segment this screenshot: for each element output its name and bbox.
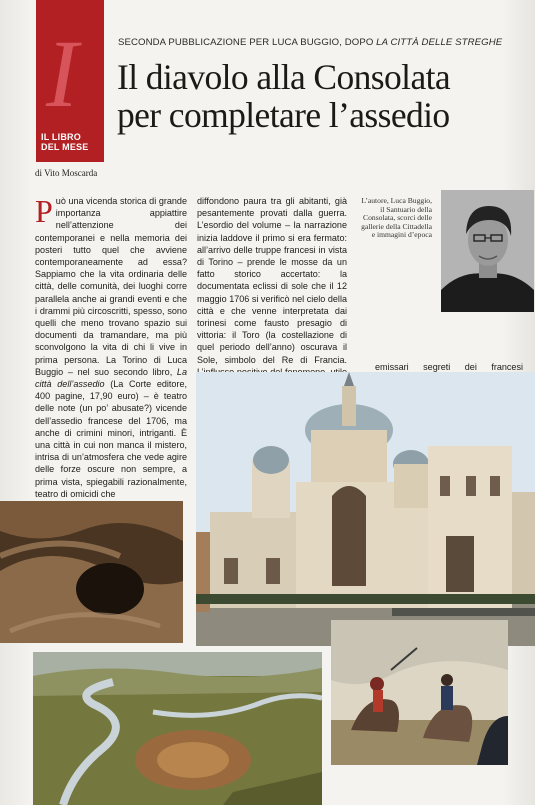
headline-line-2: per completare l’assedio xyxy=(117,95,450,135)
rubric-line-1: IL LIBRO xyxy=(41,132,81,142)
headline xyxy=(117,58,450,134)
author-portrait-photo xyxy=(441,190,534,312)
kicker-book-title: LA CITTÀ DELLE STREGHE xyxy=(376,37,503,48)
kicker-text: SECONDA PUBBLICAZIONE PER LUCA BUGGIO, DOPO xyxy=(118,37,374,48)
article-column-1 xyxy=(35,195,187,500)
column1-text-continued: (La Corte editore, 400 pagine, 17,90 euro) – è teatro delle note (un po’ abusate?) vicende dell’assedio francese del 1706, ma anche di crimini minori, intriganti. È una città in cui non manca il mistero, intrisa di un’atmosfera che vede agire delle forze oscure non sempre, a prima vista, spiegabili razionalmente, teatro di omicidi che xyxy=(35,379,187,499)
kicker xyxy=(118,37,518,48)
rubric-initial: I xyxy=(46,20,78,127)
battle-painting xyxy=(331,620,508,765)
rubric-label xyxy=(41,132,88,152)
column2-text: diffondono paura tra gli abitanti, già pesantemente provati dalla guerra. L’esordio del volume – la narrazione inizia laddove il primo si era fermato: all’arrivo delle truppe francesi in vista di Torino – prende le mosse da un fatto storico accertato: la documentata eclissi di sole che il 12 maggio 1706 si verificò nel cielo della città e che venne interpretata dai torinesi come fausto presagio di vittoria: il Toro (la costellazione di quel periodo dell’anno) oscurava il Sole, simbolo del Re di Francia. xyxy=(197,196,347,365)
headline-line-1: Il diavolo alla Consolata xyxy=(117,57,451,97)
citadel-tunnel-photo xyxy=(0,501,183,643)
byline: di Vito Moscarda xyxy=(35,168,98,178)
consolata-sanctuary-photo xyxy=(196,372,535,646)
book-title: La città dell’assedio xyxy=(35,366,187,390)
rubric-block xyxy=(36,0,104,162)
rubric-line-2: DEL MESE xyxy=(41,142,89,152)
historic-siege-map xyxy=(33,652,322,805)
column1-text: uò una vicenda storica di grande importanza appiattire nell’attenzione dei contemporanei e nella memoria dei posteri tutto quel che avviene contemporaneamente ad essa? Sappiamo che la vita ordinaria delle città, delle comunità, dei luoghi corre parallela anche ai grandi eventi e che i drammi più circoscritti, spesso, sono quelli che meno trovano spazio sui documenti da tramandare, ma più sconvolgono la vita di chi li vive in prima persona. La Torino di Luca Buggio – nel suo secondo libro, xyxy=(35,196,187,377)
photo-caption: L’autore, Luca Buggio, il Santuario della Consolata, scorci delle gallerie della Cittadella e immagini d’epoca xyxy=(361,196,432,240)
drop-cap: P xyxy=(35,193,53,229)
column3-text: emissari segreti dei francesi xyxy=(375,362,523,372)
paragraph xyxy=(35,195,187,500)
